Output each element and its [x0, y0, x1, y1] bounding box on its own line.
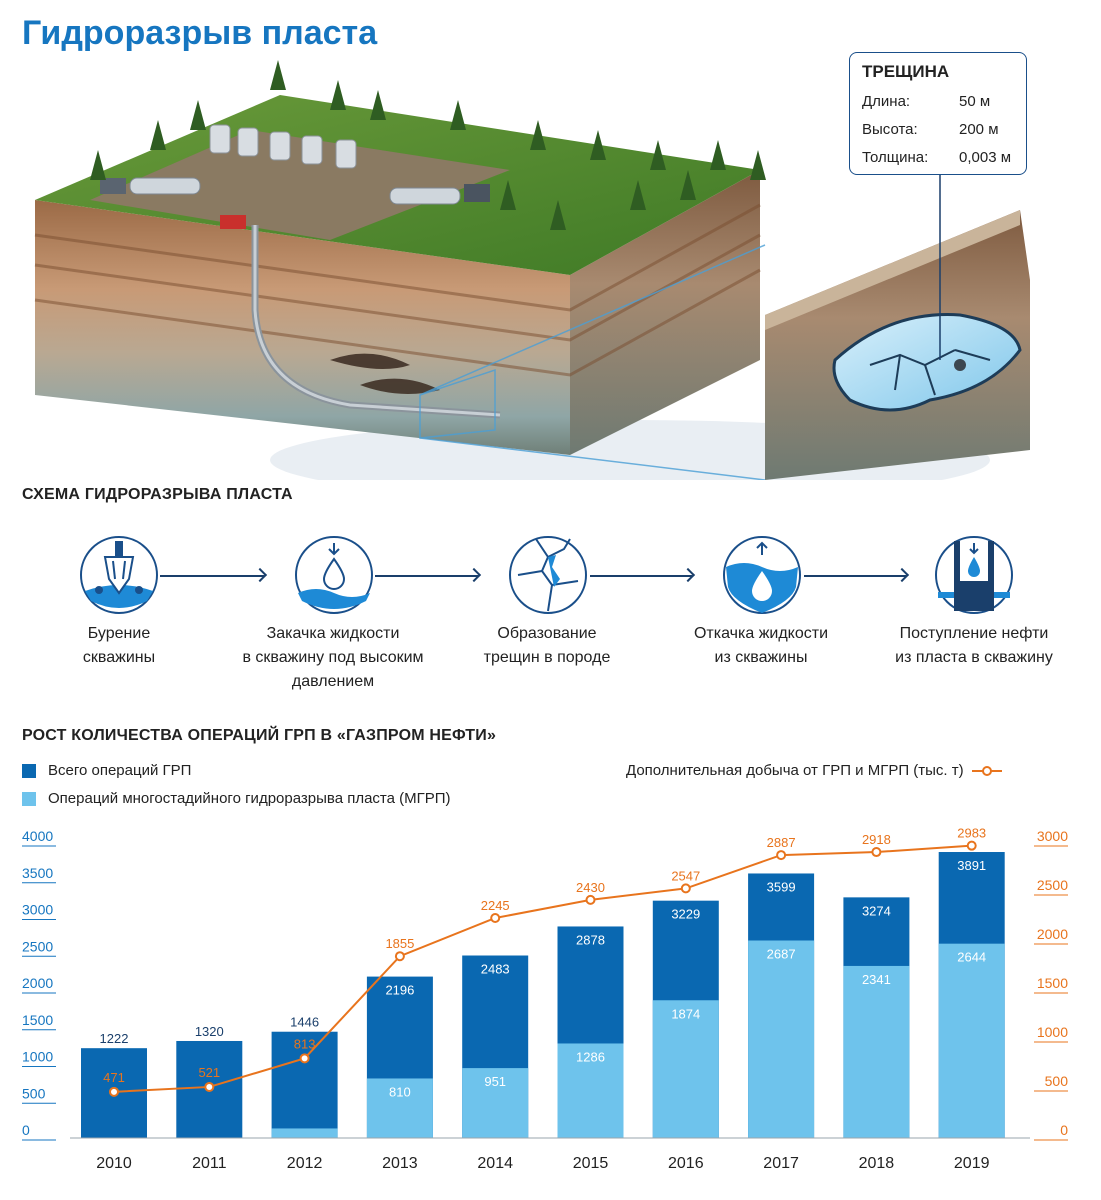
extra-production-label-2010: 471	[103, 1069, 125, 1085]
extra-production-point-2019	[968, 842, 976, 850]
x-tick-label-2015: 2015	[572, 1155, 609, 1172]
legend-total-swatch	[22, 764, 36, 778]
y-left-tick-label: 1500	[22, 1011, 54, 1028]
y-right-tick-label: 3000	[1036, 828, 1068, 844]
legend-mgrp-swatch	[22, 792, 36, 806]
label-mgrp-2017: 2687	[766, 946, 796, 962]
x-tick-label-2010: 2010	[96, 1155, 132, 1172]
crack-height-label: Высота:	[862, 121, 918, 138]
extra-production-label-2015: 2430	[576, 879, 605, 895]
extra-production-point-2018	[872, 848, 880, 856]
step-injection-line1: Закачка жидкости	[266, 625, 400, 642]
y-left-tick-label: 4000	[22, 828, 54, 844]
extra-production-point-2014	[491, 914, 499, 922]
chart-title: РОСТ КОЛИЧЕСТВА ОПЕРАЦИЙ ГРП В «ГАЗПРОМ НЕФТИ»	[22, 727, 497, 744]
legend-line	[626, 762, 1002, 779]
extra-production-label-2012: 813	[293, 1036, 316, 1052]
extra-production-label-2016: 2547	[671, 868, 701, 884]
step-pumpout-line1: Откачка жидкости	[693, 625, 829, 642]
step-cracking-line1: Образование	[497, 625, 597, 642]
legend-line-label: Дополнительная добыча от ГРП и МГРП (тыс. т)	[626, 762, 964, 779]
step-arrow-3	[590, 575, 692, 577]
extra-production-label-2013: 1855	[385, 936, 415, 952]
label-total-2010: 1222	[99, 1031, 129, 1047]
extra-production-label-2017: 2887	[766, 835, 796, 851]
y-right-tick-label: 0	[1060, 1122, 1068, 1138]
crack-height-value: 200 м	[959, 121, 999, 138]
label-mgrp-2013: 810	[389, 1084, 411, 1100]
crack-callout	[849, 52, 1027, 175]
step-oil-inflow-line1: Поступление нефти	[899, 625, 1049, 642]
label-mgrp-2015: 1286	[576, 1049, 605, 1065]
x-tick-label-2013: 2013	[382, 1155, 418, 1172]
crack-thickness-value: 0,003 м	[959, 149, 1012, 166]
crack-length-value: 50 м	[959, 93, 991, 110]
step-arrow-4	[804, 575, 906, 577]
step-cracking	[432, 622, 662, 670]
label-total-2015: 2878	[576, 932, 605, 948]
oil-inflow-icon	[934, 535, 1014, 615]
extra-production-point-2012	[301, 1054, 309, 1062]
crack-row-height	[862, 116, 1014, 144]
label-mgrp-2018: 2341	[861, 971, 891, 987]
y-left-tick-label: 3500	[22, 864, 54, 881]
bar-mgrp-2012	[272, 1128, 338, 1138]
legend-mgrp	[22, 790, 451, 807]
step-pumpout-line2: из скважины	[714, 649, 808, 666]
label-total-2013: 2196	[385, 982, 415, 998]
y-right-tick-label: 2000	[1036, 926, 1068, 942]
legend-line-marker	[972, 764, 1002, 778]
y-left-tick-label: 3000	[22, 901, 54, 918]
step-drilling-line2: скважины	[82, 649, 156, 666]
extra-production-label-2019: 2983	[957, 825, 987, 841]
extra-production-point-2011	[205, 1083, 213, 1091]
scheme-title: СХЕМА ГИДРОРАЗРЫВА ПЛАСТА	[22, 486, 293, 503]
legend-total	[22, 762, 191, 779]
legend-total-label: Всего операций ГРП	[48, 762, 192, 779]
label-mgrp-2014: 951	[484, 1074, 507, 1090]
extra-production-line	[114, 846, 972, 1092]
y-left-tick-label: 1000	[22, 1048, 54, 1065]
extra-production-point-2013	[396, 952, 404, 960]
crack-callout-title: ТРЕЩИНА	[862, 62, 950, 81]
extra-production-point-2016	[682, 884, 690, 892]
x-tick-label-2012: 2012	[286, 1155, 323, 1172]
page-title: Гидроразрыв пласта	[22, 14, 378, 52]
step-oil-inflow	[859, 622, 1089, 670]
label-total-2011: 1320	[194, 1023, 224, 1039]
step-drilling	[4, 622, 234, 670]
extra-production-label-2018: 2918	[861, 832, 891, 848]
step-pumpout	[646, 622, 876, 670]
step-injection	[218, 622, 448, 694]
step-arrow-2	[375, 575, 478, 577]
extra-production-point-2017	[777, 851, 785, 859]
label-total-2016: 3229	[671, 906, 701, 922]
x-tick-label-2011: 2011	[192, 1155, 227, 1172]
bar-mgrp-2019	[939, 944, 1005, 1138]
legend-mgrp-label: Операций многостадийного гидроразрыва пласта (МГРП)	[48, 790, 451, 807]
x-tick-label-2019: 2019	[953, 1155, 990, 1172]
y-left-tick-label: 500	[22, 1085, 46, 1102]
y-right-tick-label: 1500	[1036, 975, 1068, 991]
label-total-2012: 1446	[290, 1014, 320, 1030]
y-left-tick-label: 0	[22, 1122, 30, 1138]
step-oil-inflow-line2: из пласта в скважину	[895, 649, 1053, 666]
extra-production-point-2010	[110, 1088, 118, 1096]
x-tick-label-2016: 2016	[668, 1155, 704, 1172]
label-mgrp-2019: 2644	[957, 949, 987, 965]
crack-thickness-label: Толщина:	[862, 149, 929, 166]
drill-bit-icon	[79, 535, 159, 615]
label-mgrp-2016: 1874	[671, 1006, 701, 1022]
y-left-tick-label: 2000	[22, 975, 54, 991]
crack-length-label: Длина:	[862, 93, 911, 110]
step-drilling-line1: Бурение	[87, 625, 151, 642]
label-total-2017: 3599	[766, 879, 796, 895]
y-right-tick-label: 1000	[1036, 1024, 1068, 1040]
label-total-2019: 3891	[957, 858, 987, 874]
x-tick-label-2018: 2018	[858, 1155, 895, 1172]
step-injection-line3: давлением	[291, 673, 375, 690]
extra-production-point-2015	[587, 896, 595, 904]
step-injection-line2: в скважину под высоким	[242, 649, 424, 666]
label-total-2018: 3274	[861, 903, 891, 919]
x-tick-label-2014: 2014	[477, 1155, 513, 1172]
y-right-tick-label: 2500	[1036, 877, 1068, 893]
fluid-pumpout-icon	[722, 535, 802, 615]
label-total-2014: 2483	[480, 961, 510, 977]
fluid-injection-icon	[294, 535, 374, 615]
rock-crack-icon	[508, 535, 588, 615]
crack-row-thickness	[862, 144, 1014, 172]
x-tick-label-2017: 2017	[763, 1155, 799, 1172]
extra-production-label-2014: 2245	[480, 897, 510, 913]
step-cracking-line2: трещин в породе	[483, 649, 611, 666]
y-left-tick-label: 2500	[22, 938, 54, 955]
growth-chart	[0, 820, 1101, 1200]
bar-mgrp-2018	[843, 966, 909, 1138]
bar-mgrp-2017	[748, 941, 814, 1138]
y-right-tick-label: 500	[1044, 1073, 1068, 1089]
crack-row-length	[862, 88, 1014, 116]
step-arrow-1	[160, 575, 264, 577]
extra-production-label-2011: 521	[198, 1064, 221, 1080]
